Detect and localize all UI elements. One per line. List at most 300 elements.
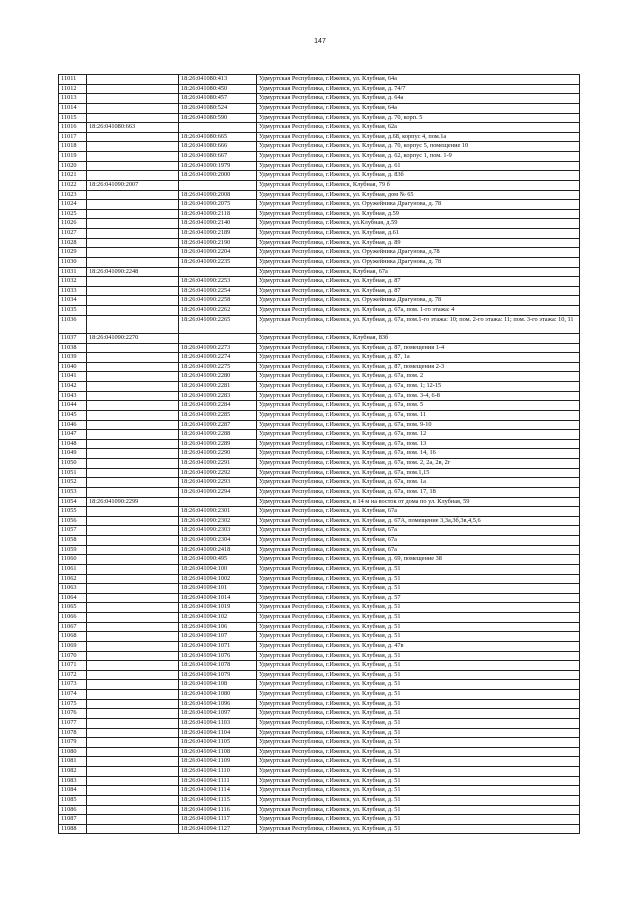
cadastral-number-land-cell <box>87 574 179 584</box>
address-cell: Удмуртская Республика, г.Ижевск, ул. Клубная, д. 51 <box>257 622 580 632</box>
cadastral-number-object-cell: 18:26:041094:1080 <box>179 690 257 700</box>
table-row <box>59 603 580 613</box>
cadastral-number-object-cell: 18:26:041090:2258 <box>179 296 257 306</box>
table-row <box>59 113 580 123</box>
row-number-cell: 11068 <box>59 632 87 642</box>
address-cell: Удмуртская Республика, г.Ижевск, ул. Клубная, д. 87, помещения 2-3 <box>257 362 580 372</box>
cadastral-number-object-cell: 18:26:041090:2190 <box>179 238 257 248</box>
cadastral-number-object-cell: 18:26:041094:1109 <box>179 757 257 767</box>
cadastral-number-land-cell <box>87 84 179 94</box>
address-cell: Удмуртская Республика, г.Ижевск, ул. Клубная, д. 51 <box>257 795 580 805</box>
cadastral-number-object-cell: 18:26:041090:2273 <box>179 343 257 353</box>
cadastral-number-object-cell: 18:26:041094:1014 <box>179 593 257 603</box>
address-cell: Удмуртская Республика, г.Ижевск, ул. Клубная, д. 87 <box>257 277 580 287</box>
address-cell: Удмуртская Республика, г.Ижевск, ул. Клубная, д.59 <box>257 209 580 219</box>
row-number-cell: 11071 <box>59 661 87 671</box>
cadastral-number-land-cell <box>87 306 179 316</box>
row-number-cell: 11065 <box>59 603 87 613</box>
cadastral-number-land-cell <box>87 219 179 229</box>
cadastral-number-land-cell <box>87 401 179 411</box>
row-number-cell: 11059 <box>59 545 87 555</box>
row-number-cell: 11083 <box>59 776 87 786</box>
row-number-cell: 11033 <box>59 286 87 296</box>
address-cell: Удмуртская Республика, г.Ижевск, ул. Клубная, д. 87 <box>257 286 580 296</box>
cadastral-number-land-cell <box>87 171 179 181</box>
cadastral-number-object-cell: 18:26:041094:1108 <box>179 747 257 757</box>
cadastral-number-land-cell <box>87 776 179 786</box>
cadastral-number-land-cell <box>87 248 179 258</box>
cadastral-number-object-cell: 18:26:041090:2075 <box>179 200 257 210</box>
cadastral-number-land-cell <box>87 391 179 401</box>
table-row <box>59 574 580 584</box>
cadastral-number-object-cell: 18:26:041094:1097 <box>179 709 257 719</box>
cadastral-number-object-cell: 18:26:041090:2284 <box>179 401 257 411</box>
cadastral-number-land-cell <box>87 757 179 767</box>
table-row <box>59 680 580 690</box>
cadastral-number-land-cell <box>87 613 179 623</box>
table-row <box>59 238 580 248</box>
table-row <box>59 132 580 142</box>
table-row <box>59 94 580 104</box>
cadastral-number-object-cell: 18:26:041094:1019 <box>179 603 257 613</box>
table-row <box>59 478 580 488</box>
row-number-cell: 11014 <box>59 103 87 113</box>
row-number-cell: 11081 <box>59 757 87 767</box>
table-row <box>59 333 580 343</box>
row-number-cell: 11056 <box>59 516 87 526</box>
table-row <box>59 286 580 296</box>
cadastral-number-land-cell <box>87 603 179 613</box>
address-cell: Удмуртская Республика, г.Ижевск, ул. Клубная, д. 51 <box>257 584 580 594</box>
cadastral-number-object-cell: 18:26:041090:2294 <box>179 487 257 497</box>
row-number-cell: 11040 <box>59 362 87 372</box>
row-number-cell: 11048 <box>59 439 87 449</box>
cadastral-number-object-cell: 18:26:041090:2189 <box>179 229 257 239</box>
address-cell: Удмуртская Республика, г.Ижевск, ул. Оружейника Драгунова, д. 78 <box>257 296 580 306</box>
table-row <box>59 622 580 632</box>
address-cell: Удмуртская Республика, г.Ижевск, ул. Клубная, д. 51 <box>257 824 580 834</box>
address-cell: Удмуртская Республика, г.Ижевск, ул. Клубная, д. 67а, пом. 13 <box>257 439 580 449</box>
cadastral-number-land-cell <box>87 593 179 603</box>
address-cell: Удмуртская Республика, г.Ижевск, ул. Оружейника Драгунова, д. 78 <box>257 257 580 267</box>
cadastral-number-object-cell: 18:26:041094:1110 <box>179 767 257 777</box>
table-row <box>59 190 580 200</box>
row-number-cell: 11077 <box>59 718 87 728</box>
cadastral-number-object-cell: 18:26:041090:2265 <box>179 315 257 333</box>
address-cell: Удмуртская Республика, г.Ижевск, ул. Клубная, д. 51 <box>257 680 580 690</box>
row-number-cell: 11035 <box>59 306 87 316</box>
table-row <box>59 161 580 171</box>
cadastral-number-object-cell: 18:26:041090:2291 <box>179 459 257 469</box>
table-row <box>59 497 580 507</box>
row-number-cell: 11043 <box>59 391 87 401</box>
address-cell: Удмуртская Республика, г.Ижевск, ул. Клубная, дом № 65 <box>257 190 580 200</box>
registry-table-body <box>59 75 580 834</box>
row-number-cell: 11030 <box>59 257 87 267</box>
address-cell: Удмуртская Республика, г.Ижевск, ул. Клубная, д. 51 <box>257 709 580 719</box>
table-row <box>59 362 580 372</box>
table-row <box>59 526 580 536</box>
row-number-cell: 11017 <box>59 132 87 142</box>
address-cell: Удмуртская Республика, г.Ижевск, ул. Клубная, д. 67а, пом. 14, 16 <box>257 449 580 459</box>
row-number-cell: 11076 <box>59 709 87 719</box>
cadastral-number-object-cell <box>179 497 257 507</box>
cadastral-number-object-cell: 18:26:041094:1127 <box>179 824 257 834</box>
cadastral-number-land-cell <box>87 277 179 287</box>
table-row <box>59 229 580 239</box>
address-cell: Удмуртская Республика, г.Ижевск, ул. Клубная, д. 51 <box>257 738 580 748</box>
address-cell: Удмуртская Республика, г.Ижевск, ул. Клубная, д. 51 <box>257 613 580 623</box>
address-cell: Удмуртская Республика, г.Ижевск, ул. Клубная, 67а <box>257 536 580 546</box>
cadastral-number-object-cell: 18:26:041080:666 <box>179 142 257 152</box>
address-cell: Удмуртская Республика, г.Ижевск, ул. Клубная, д. 51 <box>257 718 580 728</box>
row-number-cell: 11086 <box>59 805 87 815</box>
cadastral-number-land-cell <box>87 468 179 478</box>
table-row <box>59 267 580 277</box>
row-number-cell: 11061 <box>59 564 87 574</box>
row-number-cell: 11069 <box>59 641 87 651</box>
row-number-cell: 11072 <box>59 670 87 680</box>
cadastral-number-object-cell: 18:26:041090:2302 <box>179 516 257 526</box>
table-row <box>59 805 580 815</box>
row-number-cell: 11034 <box>59 296 87 306</box>
cadastral-number-land-cell <box>87 103 179 113</box>
row-number-cell: 11050 <box>59 459 87 469</box>
cadastral-number-land-cell: 18:26:041090:2270 <box>87 333 179 343</box>
table-row <box>59 306 580 316</box>
cadastral-number-land-cell <box>87 805 179 815</box>
cadastral-number-object-cell: 18:26:041094:1116 <box>179 805 257 815</box>
table-row <box>59 699 580 709</box>
address-cell: Удмуртская Республика, г.Ижевск, ул. Клубная, 62а <box>257 123 580 133</box>
row-number-cell: 11057 <box>59 526 87 536</box>
cadastral-number-object-cell: 18:26:041090:2274 <box>179 353 257 363</box>
row-number-cell: 11049 <box>59 449 87 459</box>
row-number-cell: 11078 <box>59 728 87 738</box>
cadastral-number-land-cell <box>87 767 179 777</box>
table-row <box>59 420 580 430</box>
table-row <box>59 709 580 719</box>
table-row <box>59 391 580 401</box>
table-row <box>59 757 580 767</box>
cadastral-number-land-cell <box>87 343 179 353</box>
address-cell: Удмуртская Республика, г.Ижевск, ул. Клубная, д. 89 <box>257 238 580 248</box>
row-number-cell: 11044 <box>59 401 87 411</box>
cadastral-number-object-cell: 18:26:041090:2301 <box>179 507 257 517</box>
row-number-cell: 11011 <box>59 75 87 85</box>
row-number-cell: 11038 <box>59 343 87 353</box>
cadastral-number-land-cell <box>87 728 179 738</box>
row-number-cell: 11046 <box>59 420 87 430</box>
table-row <box>59 75 580 85</box>
address-cell: Удмуртская Республика, г.Ижевск, Клубная, 79 б <box>257 180 580 190</box>
address-cell: Удмуртская Республика, г.Ижевск, ул. Клубная, д. 74/7 <box>257 84 580 94</box>
table-row <box>59 382 580 392</box>
row-number-cell: 11082 <box>59 767 87 777</box>
cadastral-number-land-cell <box>87 113 179 123</box>
table-row <box>59 516 580 526</box>
row-number-cell: 11022 <box>59 180 87 190</box>
table-row <box>59 171 580 181</box>
row-number-cell: 11064 <box>59 593 87 603</box>
address-cell: Удмуртская Республика, г.Ижевск, ул. Клубная, д. 51 <box>257 574 580 584</box>
table-row <box>59 123 580 133</box>
cadastral-number-object-cell: 18:26:041090:2303 <box>179 526 257 536</box>
cadastral-number-land-cell <box>87 516 179 526</box>
cadastral-number-land-cell <box>87 296 179 306</box>
address-cell: Удмуртская Республика, г.Ижевск, ул. Клубная, д. 67а, пом. 2, 2а, 2в, 2г <box>257 459 580 469</box>
address-cell: Удмуртская Республика, г.Ижевск, Клубная, 83б <box>257 333 580 343</box>
table-row <box>59 738 580 748</box>
cadastral-number-land-cell <box>87 420 179 430</box>
cadastral-number-object-cell: 18:26:041090:2289 <box>179 439 257 449</box>
row-number-cell: 11012 <box>59 84 87 94</box>
address-cell: Удмуртская Республика, г.Ижевск, ул. Клубная, д. 51 <box>257 757 580 767</box>
cadastral-number-object-cell: 18:26:041090:2275 <box>179 362 257 372</box>
cadastral-number-object-cell: 18:26:041090:2281 <box>179 382 257 392</box>
row-number-cell: 11018 <box>59 142 87 152</box>
table-row <box>59 296 580 306</box>
registry-table <box>58 74 580 834</box>
address-cell: Удмуртская Республика, г.Ижевск, ул. Клубная, д. 67А, помещение 3,3а,3б,3в,4,5,6 <box>257 516 580 526</box>
row-number-cell: 11070 <box>59 651 87 661</box>
cadastral-number-object-cell: 18:26:041094:106 <box>179 622 257 632</box>
cadastral-number-land-cell: 18:26:041090:2248 <box>87 267 179 277</box>
cadastral-number-land-cell <box>87 738 179 748</box>
cadastral-number-object-cell <box>179 123 257 133</box>
cadastral-number-land-cell <box>87 362 179 372</box>
table-row <box>59 449 580 459</box>
cadastral-number-object-cell: 18:26:041094:1104 <box>179 728 257 738</box>
row-number-cell: 11024 <box>59 200 87 210</box>
table-row <box>59 545 580 555</box>
table-row <box>59 430 580 440</box>
row-number-cell: 11041 <box>59 372 87 382</box>
table-row <box>59 776 580 786</box>
table-row <box>59 651 580 661</box>
table-row <box>59 315 580 333</box>
row-number-cell: 11045 <box>59 410 87 420</box>
address-cell: Удмуртская Республика, г.Ижевск, ул. Клубная, д. 57 <box>257 593 580 603</box>
cadastral-number-land-cell <box>87 209 179 219</box>
cadastral-number-object-cell: 18:26:041090:2288 <box>179 430 257 440</box>
cadastral-number-land-cell <box>87 94 179 104</box>
row-number-cell: 11053 <box>59 487 87 497</box>
cadastral-number-land-cell <box>87 670 179 680</box>
table-row <box>59 718 580 728</box>
cadastral-number-land-cell <box>87 142 179 152</box>
cadastral-number-object-cell: 18:26:041090:2262 <box>179 306 257 316</box>
cadastral-number-land-cell <box>87 410 179 420</box>
table-row <box>59 103 580 113</box>
table-row <box>59 815 580 825</box>
table-row <box>59 372 580 382</box>
row-number-cell: 11087 <box>59 815 87 825</box>
cadastral-number-land-cell <box>87 286 179 296</box>
row-number-cell: 11051 <box>59 468 87 478</box>
cadastral-number-land-cell: 18:26:041090:2007 <box>87 180 179 190</box>
cadastral-number-land-cell <box>87 439 179 449</box>
row-number-cell: 11054 <box>59 497 87 507</box>
address-cell: Удмуртская Республика, г.Ижевск, ул. Клубная, д. 62, корпус 1, пом. 1-9 <box>257 152 580 162</box>
address-cell: Удмуртская Республика, г.Ижевск, ул. Клубная, д. 64а <box>257 94 580 104</box>
cadastral-number-object-cell: 18:26:041094:1071 <box>179 641 257 651</box>
cadastral-number-object-cell: 18:26:041090:2254 <box>179 286 257 296</box>
cadastral-number-land-cell <box>87 372 179 382</box>
address-cell: Удмуртская Республика, г.Ижевск, ул. Клубная, д. 67а, пом. 1а <box>257 478 580 488</box>
cadastral-number-land-cell <box>87 238 179 248</box>
cadastral-number-land-cell <box>87 382 179 392</box>
row-number-cell: 11019 <box>59 152 87 162</box>
cadastral-number-land-cell <box>87 353 179 363</box>
cadastral-number-land-cell <box>87 430 179 440</box>
cadastral-number-land-cell <box>87 257 179 267</box>
cadastral-number-object-cell: 18:26:041094:1078 <box>179 661 257 671</box>
address-cell: Удмуртская Республика, г.Ижевск, ул.Клубная, д.59 <box>257 219 580 229</box>
table-row <box>59 459 580 469</box>
address-cell: Удмуртская Республика, г.Ижевск, ул. Оружейника Драгунова, д. 78 <box>257 200 580 210</box>
row-number-cell: 11084 <box>59 786 87 796</box>
address-cell: Удмуртская Республика, г.Ижевск, ул. Клубная, д. 51 <box>257 728 580 738</box>
table-row <box>59 180 580 190</box>
row-number-cell: 11013 <box>59 94 87 104</box>
address-cell: Удмуртская Республика, г.Ижевск, ул. Клубная, д.61 <box>257 229 580 239</box>
address-cell: Удмуртская Республика, г.Ижевск, ул. Клубная, д. 51 <box>257 699 580 709</box>
cadastral-number-land-cell: 18:26:041090:2299 <box>87 497 179 507</box>
cadastral-number-object-cell: 18:26:041090:2253 <box>179 277 257 287</box>
cadastral-number-object-cell: 18:26:041094:1076 <box>179 651 257 661</box>
table-row <box>59 439 580 449</box>
address-cell: Удмуртская Республика, г.Ижевск, ул. Клубная, д. 70, корпус 5, помещение 10 <box>257 142 580 152</box>
address-cell: Удмуртская Республика, г.Ижевск, ул. Клубная, д. 51 <box>257 661 580 671</box>
cadastral-number-land-cell <box>87 478 179 488</box>
row-number-cell: 11025 <box>59 209 87 219</box>
cadastral-number-land-cell <box>87 680 179 690</box>
address-cell: Удмуртская Республика, г.Ижевск, ул. Клубная, д. 67а, пом. 11 <box>257 410 580 420</box>
row-number-cell: 11062 <box>59 574 87 584</box>
row-number-cell: 11029 <box>59 248 87 258</box>
address-cell: Удмуртская Республика, г.Ижевск, ул. Клубная, д. 67а, пом. 9-10 <box>257 420 580 430</box>
cadastral-number-object-cell: 18:26:041080:457 <box>179 94 257 104</box>
row-number-cell: 11037 <box>59 333 87 343</box>
cadastral-number-object-cell: 18:26:041090:2204 <box>179 248 257 258</box>
address-cell: Удмуртская Республика, г.Ижевск, ул. Клубная, д. 51 <box>257 747 580 757</box>
table-row <box>59 767 580 777</box>
row-number-cell: 11027 <box>59 229 87 239</box>
cadastral-number-land-cell <box>87 718 179 728</box>
row-number-cell: 11016 <box>59 123 87 133</box>
cadastral-number-land-cell <box>87 690 179 700</box>
address-cell: Удмуртская Республика, г.Ижевск, ул. Клубная, д. 61 <box>257 161 580 171</box>
cadastral-number-land-cell <box>87 815 179 825</box>
table-row <box>59 661 580 671</box>
row-number-cell: 11047 <box>59 430 87 440</box>
cadastral-number-land-cell <box>87 661 179 671</box>
cadastral-number-object-cell: 18:26:041090:2304 <box>179 536 257 546</box>
row-number-cell: 11058 <box>59 536 87 546</box>
address-cell: Удмуртская Республика, г.Ижевск, ул. Оружейника Драгунова, д.78 <box>257 248 580 258</box>
address-cell: Удмуртская Республика, г.Ижевск, ул. Клубная, д. 51 <box>257 776 580 786</box>
address-cell: Удмуртская Республика, г.Ижевск, ул. Клубная, д. 87, 1а <box>257 353 580 363</box>
address-cell: Удмуртская Республика, г.Ижевск, ул. Клубная, д. 51 <box>257 564 580 574</box>
row-number-cell: 11052 <box>59 478 87 488</box>
table-row <box>59 795 580 805</box>
cadastral-number-object-cell: 18:26:041094:1079 <box>179 670 257 680</box>
cadastral-number-land-cell <box>87 315 179 333</box>
table-row <box>59 786 580 796</box>
address-cell: Удмуртская Республика, г.Ижевск, ул. Клубная, д. 83б <box>257 171 580 181</box>
row-number-cell: 11067 <box>59 622 87 632</box>
cadastral-number-land-cell <box>87 651 179 661</box>
row-number-cell: 11075 <box>59 699 87 709</box>
address-cell: Удмуртская Республика, г.Ижевск, ул. Клубная, д. 67а, пом.1-го этажа: 10; пом. 2-го этажа: 11; пом. 3-го этажа: 10, 11 <box>257 315 580 333</box>
table-row <box>59 824 580 834</box>
table-row <box>59 343 580 353</box>
table-row <box>59 641 580 651</box>
address-cell: Удмуртская Республика, г.Ижевск, ул. Клубная, д. 51 <box>257 815 580 825</box>
cadastral-number-land-cell <box>87 795 179 805</box>
cadastral-number-object-cell: 18:26:041080:590 <box>179 113 257 123</box>
cadastral-number-object-cell: 18:26:041080:667 <box>179 152 257 162</box>
table-row <box>59 728 580 738</box>
table-row <box>59 613 580 623</box>
cadastral-number-object-cell: 18:26:041090:2280 <box>179 372 257 382</box>
address-cell: Удмуртская Республика, г.Ижевск, ул. Клубная, д. 67а, пом. 17, 18 <box>257 487 580 497</box>
cadastral-number-object-cell: 18:26:041090:2418 <box>179 545 257 555</box>
address-cell: Удмуртская Республика, г.Ижевск, ул. Клубная, д. 51 <box>257 651 580 661</box>
cadastral-number-object-cell: 18:26:041090:2000 <box>179 171 257 181</box>
cadastral-number-object-cell: 18:26:041094:108 <box>179 680 257 690</box>
cadastral-number-object-cell: 18:26:041090:2283 <box>179 391 257 401</box>
cadastral-number-land-cell: 18:26:041080:663 <box>87 123 179 133</box>
cadastral-number-object-cell: 18:26:041090:495 <box>179 555 257 565</box>
table-row <box>59 536 580 546</box>
cadastral-number-land-cell <box>87 747 179 757</box>
cadastral-number-object-cell <box>179 180 257 190</box>
address-cell: Удмуртская Республика, г.Ижевск, ул. Клубная, д. 67а, пом.1,15 <box>257 468 580 478</box>
address-cell: Удмуртская Республика, г.Ижевск, ул. Клубная, д. 51 <box>257 603 580 613</box>
row-number-cell: 11028 <box>59 238 87 248</box>
table-row <box>59 142 580 152</box>
table-row <box>59 209 580 219</box>
cadastral-number-land-cell <box>87 487 179 497</box>
cadastral-number-object-cell: 18:26:041080:524 <box>179 103 257 113</box>
table-row <box>59 690 580 700</box>
cadastral-number-object-cell: 18:26:041090:2285 <box>179 410 257 420</box>
cadastral-number-land-cell <box>87 200 179 210</box>
table-row <box>59 257 580 267</box>
table-row <box>59 219 580 229</box>
cadastral-number-object-cell: 18:26:041090:2235 <box>179 257 257 267</box>
page-number: 147 <box>314 38 326 45</box>
table-row <box>59 593 580 603</box>
cadastral-number-land-cell <box>87 555 179 565</box>
address-cell: Удмуртская Республика, г.Ижевск, ул. Клубная, д. 67а, пом. 1-го этажа: 4 <box>257 306 580 316</box>
address-cell: Удмуртская Республика, г.Ижевск, ул. Клубная, д. 67а, пом. 3-4, 6-8 <box>257 391 580 401</box>
row-number-cell: 11021 <box>59 171 87 181</box>
row-number-cell: 11074 <box>59 690 87 700</box>
address-cell: Удмуртская Республика, г.Ижевск, Клубная, 67а <box>257 267 580 277</box>
row-number-cell: 11039 <box>59 353 87 363</box>
address-cell: Удмуртская Республика, г.Ижевск, ул. Клубная, д. 47в <box>257 641 580 651</box>
table-row <box>59 200 580 210</box>
cadastral-number-land-cell <box>87 152 179 162</box>
cadastral-number-object-cell: 18:26:041094:107 <box>179 632 257 642</box>
cadastral-number-object-cell: 18:26:041094:1114 <box>179 786 257 796</box>
row-number-cell: 11088 <box>59 824 87 834</box>
table-row <box>59 507 580 517</box>
address-cell: Удмуртская Республика, г.Ижевск, ул. Клубная, д. 51 <box>257 690 580 700</box>
